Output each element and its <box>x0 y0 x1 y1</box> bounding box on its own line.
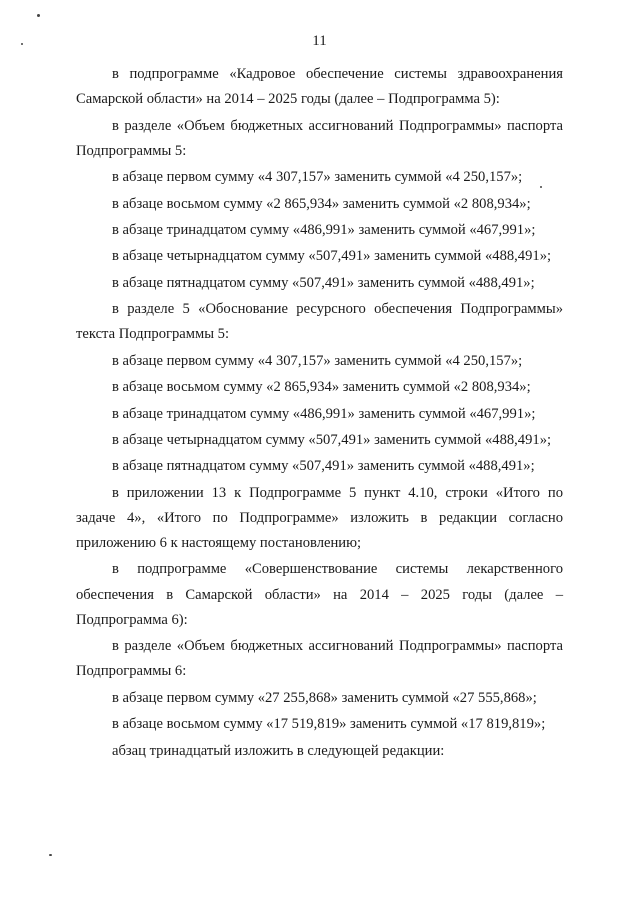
paragraph: в разделе «Объем бюджетных ассигнований Подпрограммы» паспорта Подпрограммы 6: <box>76 638 563 680</box>
paragraph: в разделе 5 «Обоснование ресурсного обеспечения Подпрограммы» текста Подпрограммы 5: <box>76 301 563 343</box>
paragraph: в подпрограмме «Кадровое обеспечение системы здравоохранения Самарской области» на 2014 – 2025 годы (далее – Подпрограмма 5): <box>76 66 563 108</box>
paragraph: в абзаце восьмом сумму «2 865,934» заменить суммой «2 808,934»; <box>112 379 531 396</box>
paragraph: в приложении 13 к Подпрограмме 5 пункт 4.10, строки «Итого по задаче 4», «Итого по Подпрограмме» изложить в редакции согласно приложению 6 к настоящему постановлению; <box>76 484 563 552</box>
scan-speck <box>540 186 542 188</box>
paragraph: в абзаце первом сумму «4 307,157» заменить суммой «4 250,157»; <box>112 169 523 186</box>
scan-speck <box>21 43 23 45</box>
paragraph: абзац тринадцатый изложить в следующей редакции: <box>112 742 445 759</box>
page-number: 11 <box>312 33 327 49</box>
paragraph: в абзаце тринадцатом сумму «486,991» заменить суммой «467,991»; <box>112 405 536 422</box>
paragraph: в абзаце первом сумму «4 307,157» заменить суммой «4 250,157»; <box>112 352 523 369</box>
scan-speck <box>37 14 40 17</box>
paragraph: в разделе «Объем бюджетных ассигнований Подпрограммы» паспорта Подпрограммы 5: <box>76 117 563 159</box>
paragraph: в абзаце тринадцатом сумму «486,991» заменить суммой «467,991»; <box>112 221 536 238</box>
paragraph: в абзаце четырнадцатом сумму «507,491» заменить суммой «488,491»; <box>112 431 552 448</box>
paragraph: в абзаце пятнадцатом сумму «507,491» заменить суммой «488,491»; <box>112 274 535 291</box>
document-body <box>76 62 563 765</box>
paragraph: в абзаце первом сумму «27 255,868» заменить суммой «27 555,868»; <box>112 689 537 706</box>
scan-speck <box>49 854 52 856</box>
paragraph: в абзаце восьмом сумму «17 519,819» заменить суммой «17 819,819»; <box>112 716 546 733</box>
paragraph: в абзаце восьмом сумму «2 865,934» заменить суммой «2 808,934»; <box>112 195 531 212</box>
paragraph: в абзаце четырнадцатом сумму «507,491» заменить суммой «488,491»; <box>112 248 552 265</box>
paragraph: в подпрограмме «Совершенствование системы лекарственного обеспечения в Самарской области» на 2014 – 2025 годы (далее – Подпрограмма 6): <box>76 561 563 628</box>
paragraph: в абзаце пятнадцатом сумму «507,491» заменить суммой «488,491»; <box>112 458 535 475</box>
